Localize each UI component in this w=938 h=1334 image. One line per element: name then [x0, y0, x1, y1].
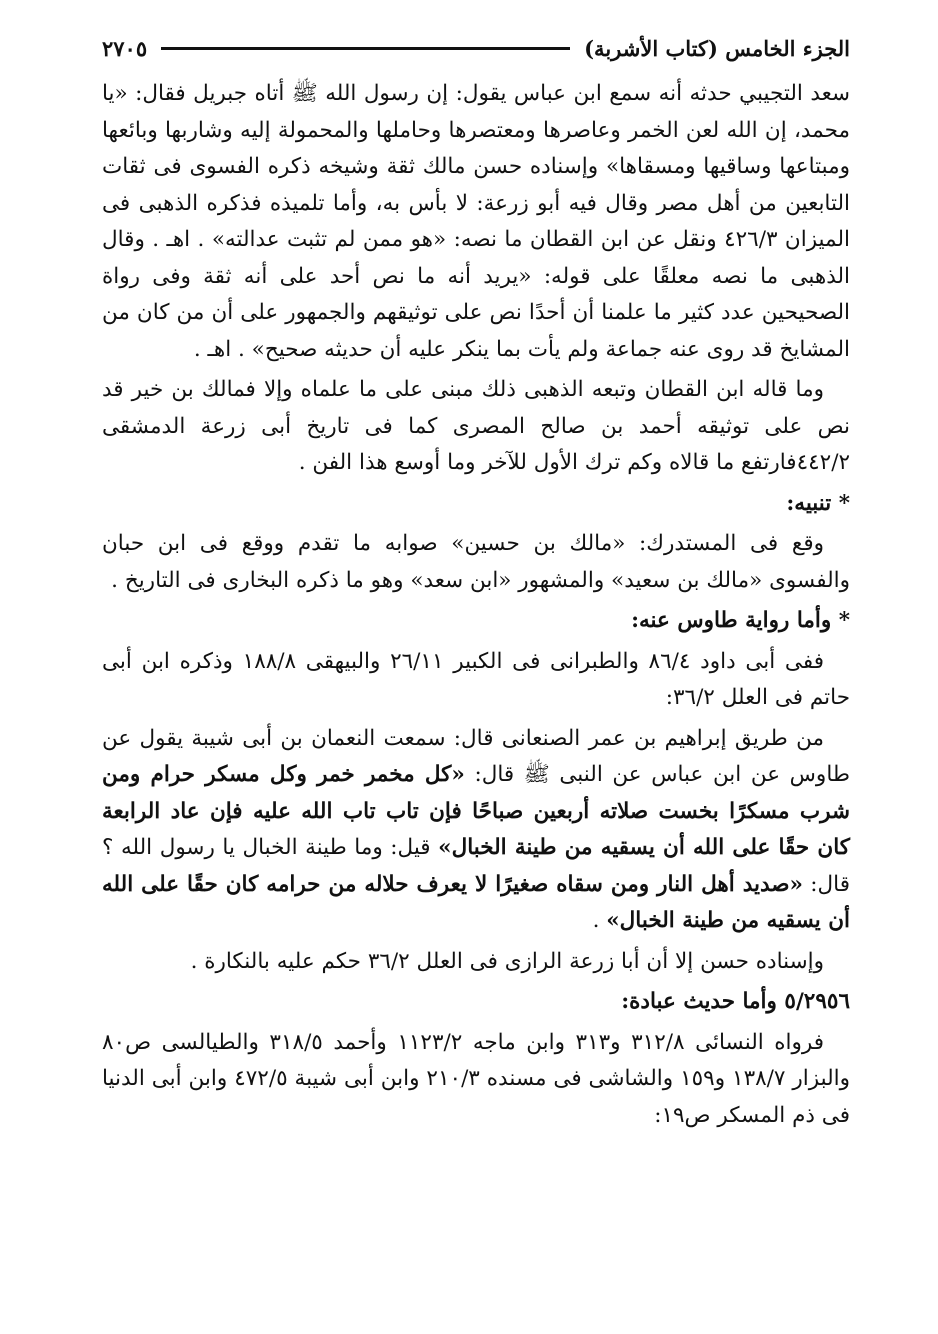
page-header	[102, 30, 850, 66]
section-heading: ٥/٢٩٥٦ وأما حديث عبادة:	[621, 989, 850, 1014]
header-rule	[161, 47, 570, 50]
hadith-quote: «كل مخمر خمر وكل مسكر حرام ومن شرب مسكرًا بخست صلاته أربعين صباحًا فإن تاب تاب الله عليه فإن عاد الرابعة كان حقًا على الله أن يسقيه من طينة الخبال»	[102, 762, 850, 860]
paragraph-hadith	[102, 721, 850, 940]
paragraph: وما قاله ابن القطان وتبعه الذهبى ذلك مبنى على ما علماه وإلا فمالك بن خير قد نص على توثيقه أحمد بن صالح المصرى كما فى تاريخ أبى زرعة الدمشقى ٤٤٢/٢فارتفع ما قالاه وكم ترك الأول للآخر وما أوسع هذا الفن .	[102, 377, 850, 475]
running-title: الجزء الخامس (كتاب الأشربة)	[584, 35, 850, 61]
hadith-quote: «صديد أهل النار ومن سقاه صغيرًا لا يعرف حلاله من حرامه كان حقًا على الله أن يسقيه من طينة الخبال»	[102, 871, 850, 933]
text-run: قيل: وما طينة الخبال يا رسول الله ؟ قال:	[102, 835, 850, 897]
body-text	[102, 76, 850, 1134]
section-heading: * تنبيه:	[786, 490, 850, 516]
paragraph: وإسناده حسن إلا أن أبا زرعة الرازى فى العلل ٣٦/٢ حكم عليه بالنكارة .	[190, 948, 824, 974]
page-number: ٢٧٠٥	[102, 35, 148, 61]
paragraph: فرواه النسائى ٣١٢/٨ و٣١٣ وابن ماجه ١١٢٣/٢ وأحمد ٣١٨/٥ والطيالسى ص٨٠ والبزار ١٣٨/٧ و١٥٩ والشاشى فى مسنده ٢١٠/٣ وابن أبى شيبة ٤٧٢/٥ وابن أبى الدنيا فى ذم المسكر ص١٩:	[102, 1029, 851, 1128]
section-heading: * وأما رواية طاوس عنه:	[631, 608, 850, 633]
paragraph: وقع فى المستدرك: «مالك بن حسين» صوابه ما تقدم ووقع فى ابن حبان والفسوى «مالك بن سعيد» والمشهور «ابن سعد» وهو ما ذكره البخارى فى التاريخ .	[102, 531, 850, 593]
text-run: من طريق إبراهيم بن عمر الصنعانى قال: سمعت النعمان بن أبى شيبة يقول عن طاوس عن ابن عباس عن النبى ﷺ قال:	[102, 725, 850, 787]
paragraph: سعد التجيبي حدثه أنه سمع ابن عباس يقول: إن رسول الله ﷺ أتاه جبريل فقال: «يا محمد، إن الله لعن الخمر وعاصرها ومعتصرها وحاملها والمحمولة إليه وشاربها وبائعها ومبتاعها وساقيها ومسقاها» وإسناده حسن مالك ثقة وشيخه ذكره الفسوى فى ثقات التابعين من أهل مصر وقال فيه أبو زرعة: لا بأس به، وأما تلميذه فذكره الذهبى فى الميزان ٤٢٦/٣ ونقل عن ابن القطان ما نصه: «هو ممن لم تثبت عدالته» . اهـ . وقال الذهبى ما نصه معلقًا على قوله: «يريد أنه ما نص أحد على أنه ثقة وفى رواة الصحيحين عدد كثير ما علمنا أن أحدًا نص على توثيقهم والجمهور على أن من كان من المشايخ قد روى عنه جماعة ولم يأت بما ينكر عليه أن حديثه صحيح» . اهـ .	[102, 81, 850, 362]
text-run: .	[592, 908, 607, 933]
paragraph: ففى أبى داود ٨٦/٤ والطبرانى فى الكبير ٢٦/١١ والبيهقى ١٨٨/٨ وذكره ابن أبى حاتم فى العلل ٣٦/٢:	[102, 648, 850, 710]
